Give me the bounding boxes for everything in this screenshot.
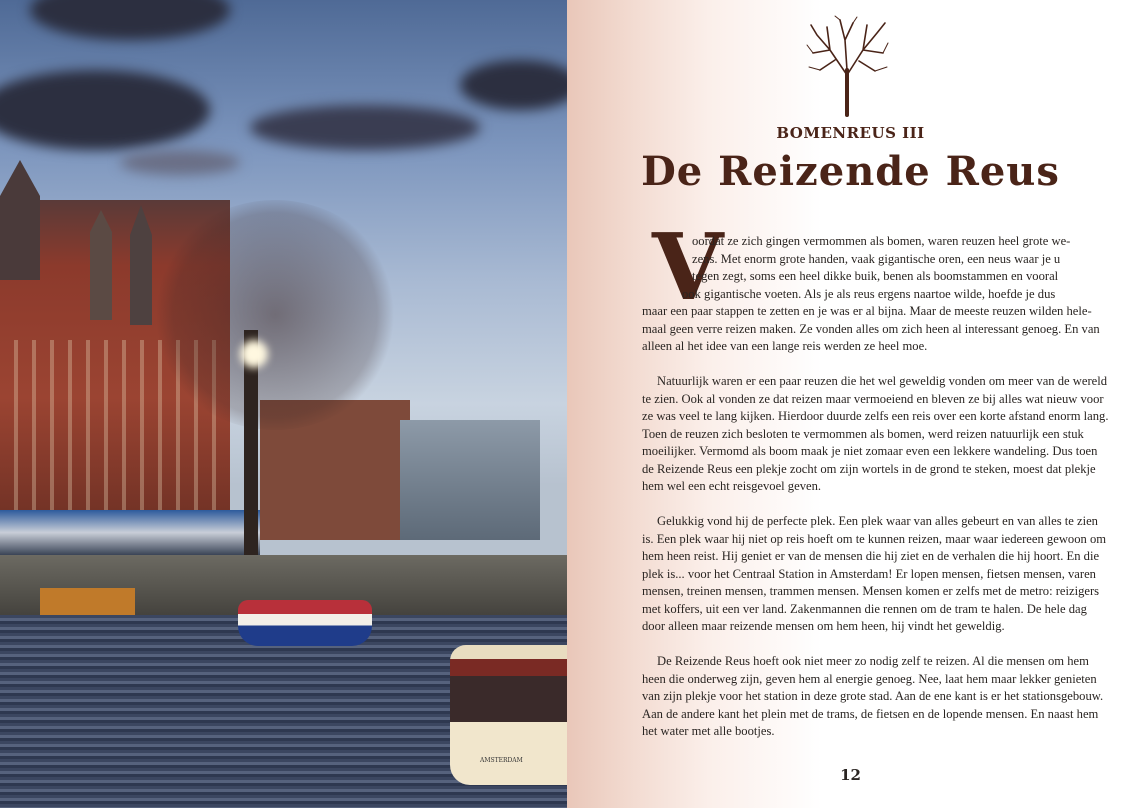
paragraph-3 <box>642 513 1107 636</box>
text-line: plek is... voor het Centraal Station in Amsterdam! Er lopen mensen, fietsen mensen, varen <box>642 566 1096 581</box>
text-line: het water met alle bootjes. <box>642 724 775 738</box>
tree-icon <box>805 15 889 117</box>
text-line: heen die onderweg zijn, geven hem al energie genoeg. Nee, laat hem maar lekker genieten <box>642 671 1097 686</box>
text-line: hem heen reist. Hij geniet er van de mensen die hij ziet en de verhalen die hij hoort. En die <box>642 549 1100 563</box>
text-line: Natuurlijk waren er een paar reuzen die het wel geweldig vonden om meer van de wereld <box>657 374 1108 388</box>
paragraph-4 <box>642 653 1104 741</box>
text-line: te zien. Ook al vonden ze dat reizen maar vermoeiend en bleven ze bij alles wat nieuw voor <box>642 391 1104 406</box>
paragraph-2 <box>642 373 1109 496</box>
text-line: Gelukkig vond hij de perfecte plek. Een plek waar van alles gebeurt en van alles te zien <box>657 514 1098 528</box>
text-line: tegen zegt, soms een heel dikke buik, benen als boomstammen en vooral <box>692 269 1059 283</box>
text-line: De Reizende Reus hoeft ook niet meer zo nodig zelf te reizen. Al die mensen om hem <box>657 654 1089 668</box>
text-line: oordat ze zich gingen vermommen als bomen, waren reuzen heel grote we- <box>692 234 1071 248</box>
text-line: met koffers, uit een ver land. Zakenmannen die rennen om de tram te halen. De hele dag <box>642 601 1087 616</box>
text-line: hem wel een echt reisgevoel geven. <box>642 479 822 493</box>
text-line: Aan de andere kant het plein met de trams, de fietsen en de lopende mensen. En naast hem <box>642 706 1099 721</box>
text-line: door alleen maar reizende mensen om hem heen, hij vindt het geweldig. <box>642 619 1005 633</box>
paragraph-1 <box>642 233 1100 356</box>
text-line: is. Een plek waar hij niet op reis hoeft om te kunnen reizen, maar waar iedereen gewoon om <box>642 531 1107 546</box>
text-line: zens. Met enorm grote handen, vaak gigantische oren, een neus waar je u <box>692 251 1061 266</box>
text-line: van zijn plekje voor het station in deze grote stad. Aan de ene kant is er het stationsgebouw. <box>642 689 1104 703</box>
text-line: alleen al het idee van een lange reis werden ze heel moe. <box>642 339 928 353</box>
chapter-title: De Reizende Reus <box>641 148 1060 195</box>
text-line: moeilijker. Vermomd als boom maak je niet zomaar even een lekkere wandeling. Dus toen <box>642 444 1098 458</box>
text-line: de Reizende Reus een plekje zocht om zijn wortels in de grond te steken, moest dat plekje <box>642 461 1096 476</box>
text-line: ze was veel te lang kijken. Hierdoor duurde zelfs een reis over een korte afstand enorm lang. <box>642 409 1109 423</box>
text-line: Toen de reuzen zich besloten te vermommen als bomen, werd reizen natuurlijk een stuk <box>642 426 1084 441</box>
text-line: ook gigantische voeten. Als je als reus ergens naartoe wilde, hoefde je dus <box>682 286 1056 301</box>
drop-cap: V <box>652 213 724 321</box>
boat-name-label: AMSTERDAM <box>480 757 523 764</box>
series-subtitle: BOMENREUS III <box>776 124 925 142</box>
blue-boat <box>238 600 372 646</box>
text-line: maar een paar stappen te zetten en je was er al bijna. Maar de meeste reuzen wilden hele- <box>642 304 1092 318</box>
tour-boat <box>450 645 567 785</box>
page-number: 12 <box>840 766 861 784</box>
text-line: maal geen verre reizen maken. Ze vonden alles om zich heen al interessant genoeg. En van <box>642 321 1100 336</box>
book-page <box>567 0 1134 808</box>
text-line: mensen, treinen mensen, trammen mensen. Mensen komen er zelfs met de metro: reizigers <box>642 584 1100 598</box>
